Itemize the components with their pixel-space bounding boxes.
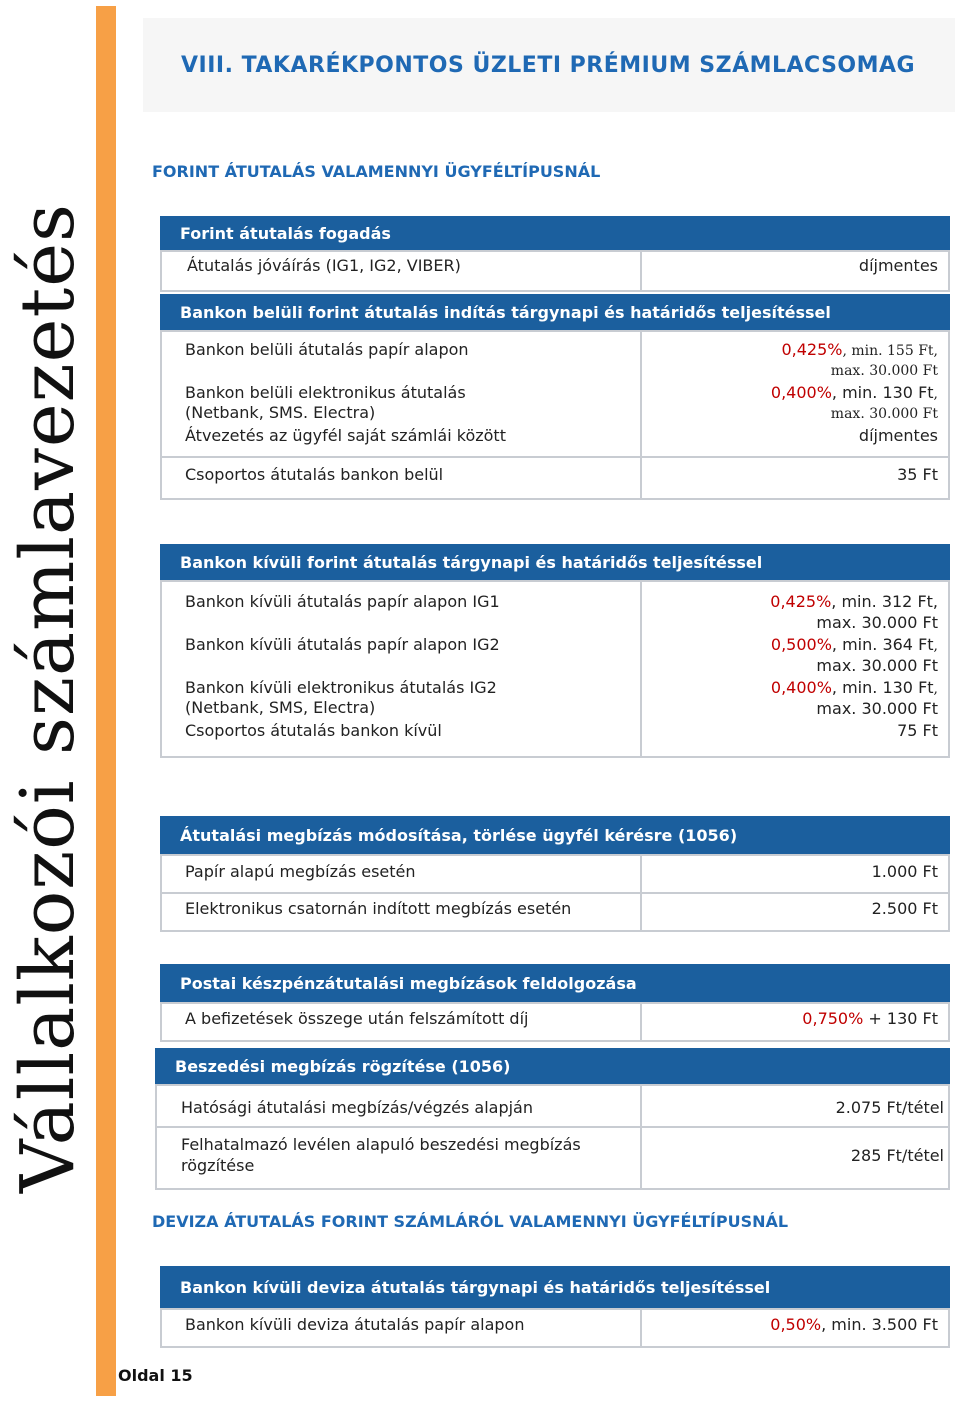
header <box>143 18 955 112</box>
band-deviza: Bankon kívüli deviza átutalás tárgynapi és határidős teljesítéssel <box>160 1266 950 1308</box>
row-value: díjmentes <box>858 426 938 445</box>
row-label: Felhatalmazó levélen alapuló beszedési megbízás <box>181 1135 581 1154</box>
row-label: Hatósági átutalási megbízás/végzés alapján <box>181 1098 533 1117</box>
divider <box>640 580 642 758</box>
page-number: Oldal 15 <box>118 1366 193 1385</box>
row-value: 35 Ft <box>897 465 938 484</box>
row-label: Bankon kívüli átutalás papír alapon IG2 <box>185 635 500 654</box>
row-value <box>802 1009 938 1029</box>
row-value: díjmentes <box>858 256 938 275</box>
divider <box>640 250 642 292</box>
min-value: , min. 130 Ft <box>831 678 934 697</box>
divider <box>640 1084 642 1190</box>
min-value: , min. 312 Ft, <box>831 592 938 611</box>
band-bankon-beluli: Bankon belüli forint átutalás indítás tárgynapi és határidős teljesítéssel <box>160 294 950 330</box>
percent-value: 0,400% <box>770 678 832 697</box>
row-value <box>771 678 938 699</box>
min-value: , min. 364 Ft <box>831 635 934 654</box>
row-label: Elektronikus csatornán indított megbízás esetén <box>185 899 572 918</box>
row-label: Bankon belüli átutalás papír alapon <box>185 340 469 359</box>
max-value: max. 30.000 Ft <box>830 363 938 379</box>
min-value: , min. 3.500 Ft <box>821 1315 938 1334</box>
percent-value: 0,425% <box>781 340 843 359</box>
side-title <box>0 0 96 1402</box>
row-value <box>781 340 938 361</box>
fixed-fee: + 130 Ft <box>863 1009 938 1028</box>
percent-value: 0,50% <box>770 1315 822 1334</box>
row-label-cont: (Netbank, SMS. Electra) <box>185 403 376 422</box>
row-value <box>770 1315 938 1335</box>
percent-value: 0,750% <box>802 1009 864 1028</box>
min-separator: , <box>933 386 938 402</box>
row-label: Bankon belüli elektronikus átutalás <box>185 383 466 402</box>
row-label: Bankon kívüli átutalás papír alapon IG1 <box>185 592 500 611</box>
max-value: max. 30.000 Ft <box>830 406 938 422</box>
band-beszedesi: Beszedési megbízás rögzítése (1056) <box>155 1048 950 1084</box>
divider <box>640 1308 642 1348</box>
divider <box>160 892 950 894</box>
orange-accent-bar <box>96 6 116 1396</box>
row-value: 2.075 Ft/tétel <box>835 1098 944 1117</box>
row-label: Átvezetés az ügyfél saját számlái között <box>185 426 506 445</box>
row-label: Bankon kívüli deviza átutalás papír alapon <box>185 1315 525 1334</box>
percent-value: 0,500% <box>770 635 832 654</box>
divider <box>160 456 950 458</box>
row-label: Bankon kívüli elektronikus átutalás IG2 <box>185 678 497 697</box>
max-value: max. 30.000 Ft <box>816 656 938 675</box>
row-label: Csoportos átutalás bankon kívül <box>185 721 442 740</box>
page-title: VIII. TAKARÉKPONTOS ÜZLETI PRÉMIUM SZÁMLACSOMAG <box>181 53 916 78</box>
row-label: Papír alapú megbízás esetén <box>185 862 416 881</box>
percent-value: 0,400% <box>770 383 832 402</box>
min-value: , min. 130 Ft <box>831 383 934 402</box>
row-label: Csoportos átutalás bankon belül <box>185 465 444 484</box>
band-bankon-kivuli: Bankon kívüli forint átutalás tárgynapi és határidős teljesítéssel <box>160 544 950 580</box>
row-value <box>771 635 938 656</box>
max-value: max. 30.000 Ft <box>816 699 938 718</box>
row-label: A befizetések összege után felszámított díj <box>185 1009 529 1028</box>
row-value <box>771 383 938 404</box>
row-value: 1.000 Ft <box>871 862 938 881</box>
row-value: 75 Ft <box>897 721 938 740</box>
min-value: , min. 155 Ft <box>842 343 934 359</box>
min-separator: , <box>933 343 938 359</box>
row-label: Átutalás jóváírás (IG1, IG2, VIBER) <box>187 256 461 275</box>
row-value: 2.500 Ft <box>871 899 938 918</box>
max-value: max. 30.000 Ft <box>816 613 938 632</box>
row-label-cont: (Netbank, SMS, Electra) <box>185 698 376 717</box>
section-title-forint: FORINT ÁTUTALÁS VALAMENNYI ÜGYFÉLTÍPUSNÁL <box>152 162 601 181</box>
percent-value: 0,425% <box>770 592 832 611</box>
side-title-text: Vállalkozói számlavezetés <box>5 203 91 1193</box>
min-separator: , <box>933 681 938 697</box>
band-forint-fogadas: Forint átutalás fogadás <box>160 216 950 250</box>
section-title-deviza: DEVIZA ÁTUTALÁS FORINT SZÁMLÁRÓL VALAMENNYI ÜGYFÉLTÍPUSNÁL <box>152 1212 789 1231</box>
divider <box>640 330 642 500</box>
divider <box>155 1126 950 1128</box>
min-separator: , <box>933 638 938 654</box>
row-value <box>770 592 938 612</box>
band-postai: Postai készpénzátutalási megbízások feldolgozása <box>160 964 950 1002</box>
band-modositas: Átutalási megbízás módosítása, törlése ügyfél kérésre (1056) <box>160 816 950 854</box>
row-value: 285 Ft/tétel <box>850 1146 944 1165</box>
row-label-cont: rögzítése <box>181 1156 255 1175</box>
divider <box>640 1002 642 1042</box>
